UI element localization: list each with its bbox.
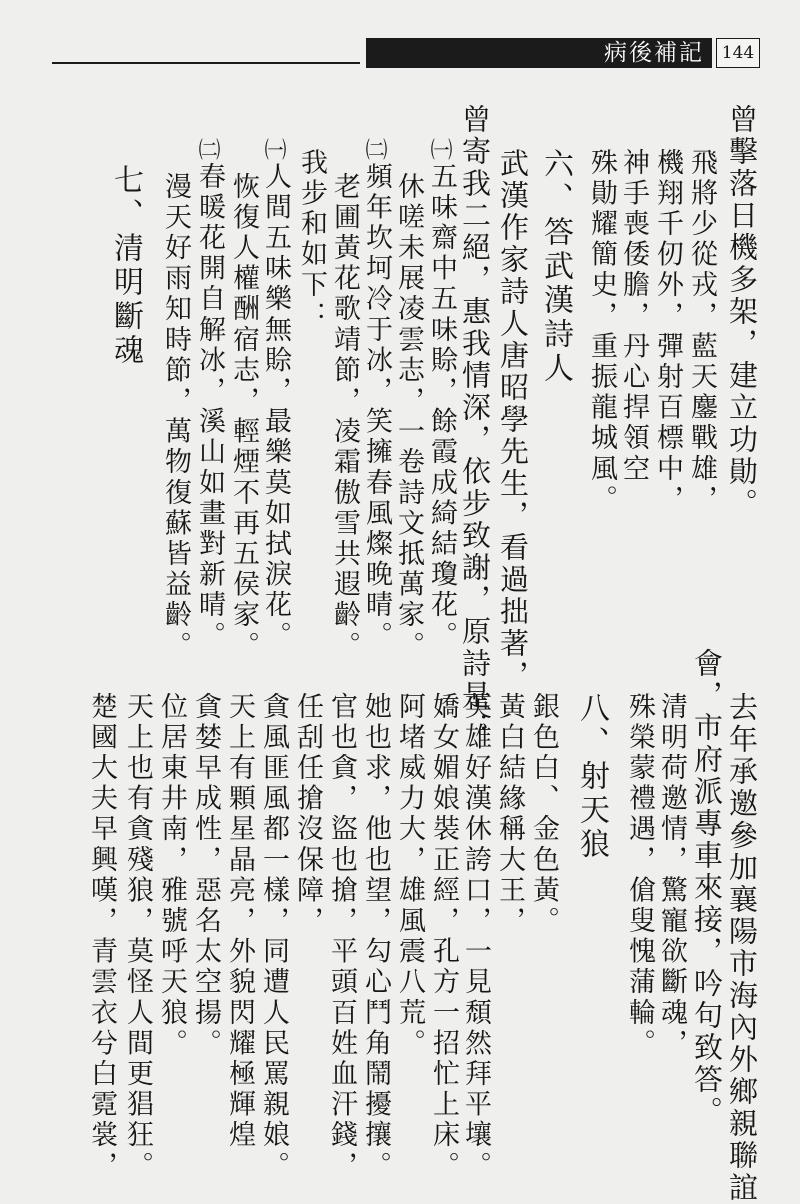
poem-line: 貪風匪風都一樣，同遭人民罵親娘。	[258, 692, 289, 1182]
poem-line: 飛將少從戎，藍天鏖戰雄，	[686, 148, 717, 516]
poem-line: 銀色白、金色黃。	[528, 692, 559, 937]
page-number: 144	[716, 38, 760, 68]
poem-line: 殊榮蒙禮遇，傖叟愧蒲輪。	[624, 692, 655, 1060]
poem-line: 神手喪倭膽，丹心捍領空	[618, 148, 649, 485]
poem-line: 任刮任搶沒保障，	[292, 692, 323, 937]
poem-text: 五味齋中五味賒，餘霞成綺結瓊花。	[426, 162, 457, 652]
poem-line	[262, 140, 289, 652]
text-column: 武漢作家詩人唐昭學先生，看過拙著，	[496, 148, 530, 692]
poem-line: 貪婪早成性，惡名太空揚。	[190, 692, 221, 1060]
text-column: 去年承邀參加襄陽市海內外鄉親聯誼	[725, 692, 759, 1204]
poem-line: 休嗟未展凌雲志，一卷詩文抵萬家。	[393, 172, 424, 662]
poem-line: 漫天好雨知時節，萬物復蘇皆益齡。	[160, 172, 191, 662]
text-column: 我步和如下：	[296, 148, 327, 332]
poem-line: 天上有顆星晶亮，外貌閃耀極輝煌	[224, 692, 255, 1151]
poem-line	[196, 140, 223, 652]
poem-line	[428, 140, 455, 652]
poem-line: 恢復人權酬宿志，輕煙不再五侯家。	[228, 172, 259, 662]
poem-text: 春暖花開自解冰，溪山如畫對新晴。	[194, 162, 225, 652]
poem-line: 阿堵威力大，雄風震八荒。	[394, 692, 425, 1060]
section-heading: 六、答武漢詩人	[538, 148, 573, 386]
poem-line: 殊勛耀簡史，重振龍城風。	[586, 148, 617, 516]
poem-text: 人間五味樂無賒，最樂莫如拭淚花。	[260, 162, 291, 652]
item-marker: ㈠	[264, 140, 287, 162]
section-heading: 七、清明斷魂	[108, 164, 143, 368]
running-title: 病後補記	[366, 38, 712, 68]
header-rule	[52, 62, 360, 64]
poem-line: 機翔千仞外，彈射百標中，	[652, 148, 683, 516]
poem-line: 楚國大夫早興嘆，青雲衣兮白霓裳，	[86, 692, 117, 1182]
poem-line: 她也求，他也望，勾心鬥角鬧擾攘。	[360, 692, 391, 1182]
text-column: 會，市府派專車來接，吟句致答。	[690, 648, 724, 1128]
poem-line: 位居東井南，雅號呼天狼。	[156, 692, 187, 1060]
text-column: 曾擊落日機多架，建立功勛。	[725, 104, 759, 520]
poem-line: 黃白結緣稱大王，	[494, 692, 525, 937]
item-marker: ㈡	[365, 140, 388, 162]
poem-line: 天上也有貪殘狼，莫怪人間更猖狂。	[122, 692, 153, 1182]
poem-line: 嬌女媚娘裝正經，孔方一招忙上床。	[428, 692, 459, 1182]
poem-line: 官也貪，盜也搶，平頭百姓血汗錢，	[326, 692, 357, 1182]
poem-line: 老圃黃花歌靖節，凌霜傲雪共遐齡。	[329, 172, 360, 662]
poem-line	[363, 140, 390, 652]
section-heading: 八、射天狼	[574, 692, 609, 862]
text-column: 曾寄我二絕，惠我情深，依步致謝，原詩是：	[458, 104, 492, 744]
poem-line: 英雄好漢休誇口，一見頹然拜平壤。	[460, 692, 491, 1182]
poem-text: 頻年坎坷冷于冰，笑擁春風燦晚晴。	[361, 162, 392, 652]
item-marker: ㈠	[430, 140, 453, 162]
poem-line: 清明荷邀情，驚寵欲斷魂，	[656, 692, 687, 1060]
item-marker: ㈡	[198, 140, 221, 162]
